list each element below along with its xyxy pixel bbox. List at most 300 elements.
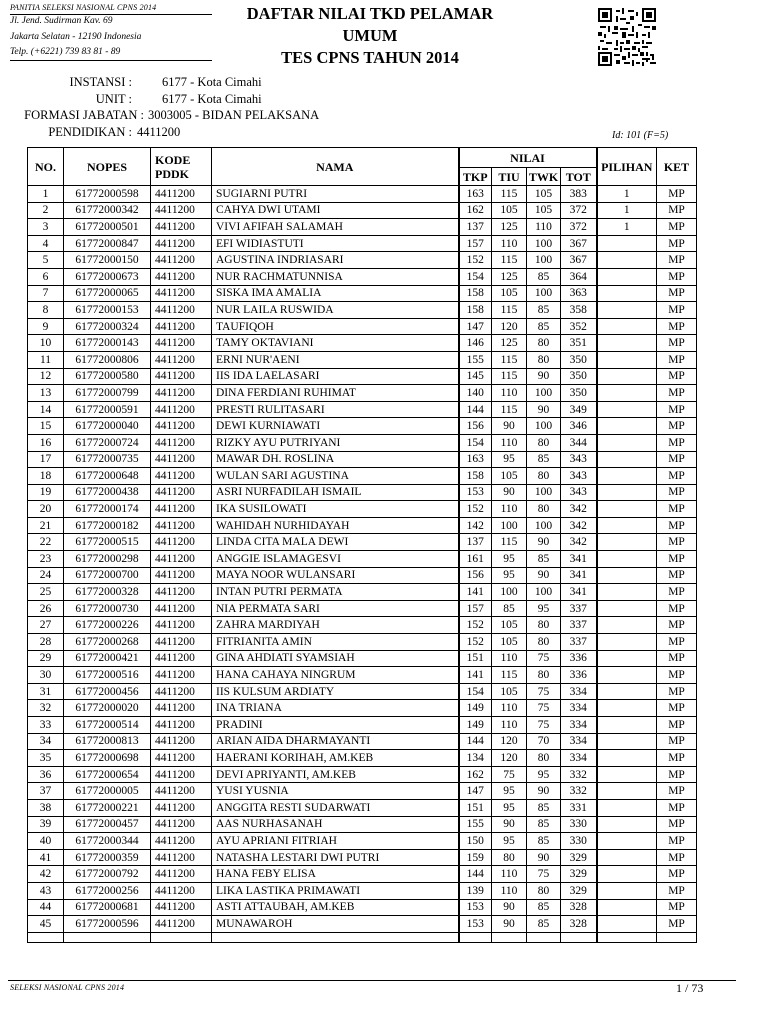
cell-tot: 332 [561,766,597,783]
cell-nama: PRADINI [212,717,459,734]
cell-twk: 90 [527,849,561,866]
cell-tiu: 90 [492,484,527,501]
cell-tiu: 115 [492,351,527,368]
cell-tiu: 115 [492,401,527,418]
cell-twk: 80 [527,335,561,352]
cell-nama: CAHYA DWI UTAMI [212,202,459,219]
table-row [28,916,697,933]
qr-code-icon [598,8,656,66]
cell-twk: 85 [527,551,561,568]
table-row [28,268,697,285]
cell-ket: MP [657,650,697,667]
table-row [28,235,697,252]
cell-tiu: 110 [492,650,527,667]
cell-nopes: 61772000735 [64,451,151,468]
cell-twk: 80 [527,634,561,651]
cell-tiu: 95 [492,551,527,568]
cell-twk: 75 [527,700,561,717]
cell-tkp: 147 [459,783,492,800]
header-rule-bottom [10,60,212,61]
cell-nopes: 61772000457 [64,816,151,833]
cell-twk: 80 [527,434,561,451]
cell-tiu: 100 [492,517,527,534]
cell-tkp: 137 [459,534,492,551]
cell-tiu: 120 [492,750,527,767]
cell-tiu: 80 [492,849,527,866]
cell-kode-pddk: 4411200 [151,318,212,335]
cell-no: 39 [28,816,64,833]
cell-kode-pddk: 4411200 [151,617,212,634]
cell-kode-pddk: 4411200 [151,717,212,734]
table-row [28,816,697,833]
cell-tiu: 110 [492,700,527,717]
cell-kode-pddk: 4411200 [151,434,212,451]
cell-twk: 85 [527,302,561,319]
cell-nopes: 61772000681 [64,899,151,916]
cell-tot: 337 [561,617,597,634]
cell-pilihan [597,866,657,883]
cell-no: 36 [28,766,64,783]
cell-tkp: 142 [459,517,492,534]
cell-tkp: 156 [459,567,492,584]
cell-pilihan [597,418,657,435]
cell-nama: TAUFIQOH [212,318,459,335]
cell-no: 16 [28,434,64,451]
cell-tiu: 110 [492,434,527,451]
table-row [28,219,697,236]
cell-tiu: 105 [492,617,527,634]
cell-nopes: 61772000698 [64,750,151,767]
cell-pilihan [597,351,657,368]
cell-tiu: 105 [492,202,527,219]
cell-nopes: 61772000153 [64,302,151,319]
cell-kode-pddk: 4411200 [151,268,212,285]
cell-kode-pddk: 4411200 [151,551,212,568]
cell-kode-pddk: 4411200 [151,385,212,402]
cell-nopes: 61772000806 [64,351,151,368]
cell-tkp: 157 [459,600,492,617]
cell-nopes: 61772000143 [64,335,151,352]
cell-nama: MAWAR DH. ROSLINA [212,451,459,468]
cell-no: 3 [28,219,64,236]
cell-nopes: 61772000226 [64,617,151,634]
cell-kode-pddk: 4411200 [151,567,212,584]
cell-tot: 341 [561,551,597,568]
cell-tot: 367 [561,252,597,269]
table-row [28,882,697,899]
cell-tkp: 153 [459,916,492,933]
cell-tiu: 100 [492,584,527,601]
cell-no: 18 [28,468,64,485]
cell-no: 8 [28,302,64,319]
cell-pilihan [597,501,657,518]
cell-tot: 364 [561,268,597,285]
cell-no: 29 [28,650,64,667]
cell-tot: 343 [561,484,597,501]
header-pilihan: PILIHAN [597,148,657,186]
cell-kode-pddk: 4411200 [151,783,212,800]
cell-tot: 334 [561,733,597,750]
cell-tkp: 151 [459,650,492,667]
cell-tkp: 141 [459,667,492,684]
cell-twk: 70 [527,733,561,750]
cell-pilihan [597,567,657,584]
cell-kode-pddk: 4411200 [151,600,212,617]
table-row [28,683,697,700]
cell-tot: 330 [561,816,597,833]
cell-tot: 332 [561,783,597,800]
formasi-value: 3003005 - BIDAN PELAKSANA [148,108,320,122]
cell-twk: 105 [527,186,561,203]
cell-no: 22 [28,534,64,551]
table-row [28,833,697,850]
cell-no: 37 [28,783,64,800]
cell-no: 1 [28,186,64,203]
cell-tkp: 154 [459,268,492,285]
cell-twk: 85 [527,899,561,916]
cell-tiu: 110 [492,866,527,883]
cell-nama: HANA FEBY ELISA [212,866,459,883]
cell-twk: 95 [527,766,561,783]
cell-ket: MP [657,302,697,319]
cell-tot: 328 [561,899,597,916]
cell-nopes: 61772000040 [64,418,151,435]
cell-twk: 85 [527,268,561,285]
table-row [28,534,697,551]
cell-tot: 329 [561,849,597,866]
score-table-body [28,186,697,943]
cell-nama: SUGIARNI PUTRI [212,186,459,203]
cell-tkp: 139 [459,882,492,899]
cell-tiu: 125 [492,335,527,352]
cell-no: 35 [28,750,64,767]
cell-nama: HANA CAHAYA NINGRUM [212,667,459,684]
table-row [28,584,697,601]
table-row [28,783,697,800]
cell-twk: 100 [527,517,561,534]
cell-nopes: 61772000580 [64,368,151,385]
cell-pilihan [597,517,657,534]
cell-pilihan [597,750,657,767]
cell-tot: 341 [561,567,597,584]
cell-no: 11 [28,351,64,368]
cell-tkp: 149 [459,700,492,717]
cell-pilihan [597,401,657,418]
cell-pilihan [597,268,657,285]
cell-tiu: 90 [492,816,527,833]
cell-tiu: 120 [492,318,527,335]
cell-tot: 337 [561,600,597,617]
table-row [28,302,697,319]
cell-tot: 334 [561,700,597,717]
cell-nopes: 61772000020 [64,700,151,717]
cell-no: 5 [28,252,64,269]
cell-nopes: 61772000359 [64,849,151,866]
cell-no: 45 [28,916,64,933]
cell-kode-pddk: 4411200 [151,468,212,485]
cell-ket: MP [657,368,697,385]
cell-nama: NUR RACHMATUNNISA [212,268,459,285]
cell-no: 38 [28,799,64,816]
cell-pilihan [597,717,657,734]
cell-tot: 336 [561,667,597,684]
cell-kode-pddk: 4411200 [151,799,212,816]
cell-no: 2 [28,202,64,219]
cell-tiu: 105 [492,285,527,302]
cell-tkp: 149 [459,717,492,734]
table-row [28,700,697,717]
cell-pilihan [597,468,657,485]
cell-twk: 110 [527,219,561,236]
header-nopes: NOPES [64,148,151,186]
cell-tkp: 146 [459,335,492,352]
cell-twk: 85 [527,916,561,933]
cell-tkp: 145 [459,368,492,385]
phone-line: Telp. (+6221) 739 83 81 - 89 [10,47,121,57]
empty-cell [459,932,492,942]
table-row [28,799,697,816]
title-line-2: TES CPNS TAHUN 2014 [281,48,459,67]
cell-pilihan [597,335,657,352]
cell-ket: MP [657,683,697,700]
cell-no: 27 [28,617,64,634]
cell-nopes: 61772000344 [64,833,151,850]
cell-no: 32 [28,700,64,717]
cell-no: 26 [28,600,64,617]
cell-ket: MP [657,351,697,368]
cell-nopes: 61772000342 [64,202,151,219]
cell-tot: 331 [561,799,597,816]
cell-nopes: 61772000730 [64,600,151,617]
cell-nama: ANGGITA RESTI SUDARWATI [212,799,459,816]
cell-pilihan [597,783,657,800]
cell-no: 15 [28,418,64,435]
cell-no: 20 [28,501,64,518]
cell-ket: MP [657,219,697,236]
table-row [28,451,697,468]
cell-kode-pddk: 4411200 [151,202,212,219]
cell-tot: 346 [561,418,597,435]
cell-tot: 350 [561,351,597,368]
cell-tiu: 115 [492,368,527,385]
cell-kode-pddk: 4411200 [151,252,212,269]
cell-nopes: 61772000673 [64,268,151,285]
cell-kode-pddk: 4411200 [151,733,212,750]
cell-tot: 329 [561,866,597,883]
cell-tiu: 105 [492,468,527,485]
cell-nopes: 61772000724 [64,434,151,451]
cell-tkp: 161 [459,551,492,568]
cell-kode-pddk: 4411200 [151,517,212,534]
cell-tot: 372 [561,219,597,236]
cell-tot: 343 [561,451,597,468]
table-row [28,468,697,485]
cell-kode-pddk: 4411200 [151,882,212,899]
cell-kode-pddk: 4411200 [151,401,212,418]
cell-pilihan [597,766,657,783]
cell-tkp: 152 [459,617,492,634]
table-row [28,186,697,203]
cell-pilihan [597,302,657,319]
cell-nopes: 61772000150 [64,252,151,269]
cell-ket: MP [657,766,697,783]
cell-nama: ERNI NUR'AENI [212,351,459,368]
cell-twk: 80 [527,351,561,368]
cell-tkp: 140 [459,385,492,402]
cell-pilihan [597,584,657,601]
cell-kode-pddk: 4411200 [151,368,212,385]
cell-ket: MP [657,551,697,568]
table-row [28,202,697,219]
cell-ket: MP [657,451,697,468]
cell-pilihan [597,833,657,850]
cell-twk: 100 [527,584,561,601]
cell-twk: 80 [527,501,561,518]
cell-tiu: 95 [492,451,527,468]
cell-tot: 363 [561,285,597,302]
cell-nopes: 61772000438 [64,484,151,501]
cell-no: 33 [28,717,64,734]
organization-header [10,2,215,61]
table-row [28,667,697,684]
cell-pilihan [597,799,657,816]
cell-nama: LIKA LASTIKA PRIMAWATI [212,882,459,899]
cell-no: 42 [28,866,64,883]
cell-tot: 330 [561,833,597,850]
cell-pilihan [597,733,657,750]
cell-ket: MP [657,252,697,269]
cell-tkp: 163 [459,451,492,468]
cell-no: 34 [28,733,64,750]
cell-kode-pddk: 4411200 [151,335,212,352]
cell-pilihan [597,667,657,684]
cell-tkp: 150 [459,833,492,850]
cell-no: 6 [28,268,64,285]
cell-nama: HAERANI KORIHAH, AM.KEB [212,750,459,767]
table-row [28,899,697,916]
cell-ket: MP [657,385,697,402]
cell-tot: 334 [561,717,597,734]
cell-no: 7 [28,285,64,302]
cell-twk: 90 [527,401,561,418]
cell-ket: MP [657,617,697,634]
cell-tkp: 154 [459,434,492,451]
cell-tkp: 137 [459,219,492,236]
cell-kode-pddk: 4411200 [151,866,212,883]
cell-ket: MP [657,418,697,435]
cell-pilihan [597,235,657,252]
cell-tiu: 115 [492,186,527,203]
cell-ket: MP [657,899,697,916]
cell-nama: ANGGIE ISLAMAGESVI [212,551,459,568]
header-tiu: TIU [492,168,527,186]
cell-kode-pddk: 4411200 [151,451,212,468]
cell-nama: ZAHRA MARDIYAH [212,617,459,634]
cell-nama: AGUSTINA INDRIASARI [212,252,459,269]
cell-tkp: 144 [459,866,492,883]
cell-nopes: 61772000598 [64,186,151,203]
cell-pilihan [597,634,657,651]
cell-nama: VIVI AFIFAH SALAMAH [212,219,459,236]
cell-tiu: 75 [492,766,527,783]
cell-pilihan [597,434,657,451]
cell-pilihan [597,617,657,634]
cell-twk: 100 [527,235,561,252]
cell-tkp: 156 [459,418,492,435]
cell-tkp: 141 [459,584,492,601]
table-row [28,600,697,617]
cell-twk: 90 [527,368,561,385]
cell-tot: 342 [561,517,597,534]
cell-nama: FITRIANITA AMIN [212,634,459,651]
table-row [28,634,697,651]
table-row [28,368,697,385]
cell-no: 10 [28,335,64,352]
cell-twk: 100 [527,385,561,402]
cell-ket: MP [657,833,697,850]
cell-tiu: 110 [492,501,527,518]
cell-pilihan [597,252,657,269]
cell-tot: 344 [561,434,597,451]
table-row [28,750,697,767]
table-row [28,318,697,335]
cell-tiu: 115 [492,534,527,551]
cell-tiu: 115 [492,667,527,684]
cell-tkp: 134 [459,750,492,767]
cell-tkp: 158 [459,468,492,485]
cell-tiu: 125 [492,268,527,285]
cell-no: 31 [28,683,64,700]
cell-nopes: 61772000591 [64,401,151,418]
cell-nama: YUSI YUSNIA [212,783,459,800]
table-row [28,401,697,418]
cell-twk: 85 [527,451,561,468]
document-id: Id: 101 (F=5) [612,130,669,141]
table-row [28,434,697,451]
cell-ket: MP [657,434,697,451]
cell-tot: 342 [561,501,597,518]
cell-tot: 341 [561,584,597,601]
header-kode-pddk: KODE PDDK [151,148,212,186]
cell-no: 19 [28,484,64,501]
cell-nama: ARIAN AIDA DHARMAYANTI [212,733,459,750]
cell-pilihan [597,551,657,568]
cell-tkp: 152 [459,634,492,651]
cell-ket: MP [657,700,697,717]
table-row [28,351,697,368]
cell-tkp: 157 [459,235,492,252]
cell-ket: MP [657,567,697,584]
cell-ket: MP [657,186,697,203]
cell-nama: PRESTI RULITASARI [212,401,459,418]
cell-no: 24 [28,567,64,584]
cell-no: 9 [28,318,64,335]
cell-no: 43 [28,882,64,899]
cell-ket: MP [657,916,697,933]
cell-nama: DINA FERDIANI RUHIMAT [212,385,459,402]
cell-tkp: 163 [459,186,492,203]
cell-nama: MAYA NOOR WULANSARI [212,567,459,584]
cell-tiu: 95 [492,799,527,816]
cell-twk: 90 [527,783,561,800]
score-table [27,147,697,943]
empty-cell [561,932,597,942]
cell-nopes: 61772000654 [64,766,151,783]
cell-tkp: 144 [459,733,492,750]
cell-pilihan [597,683,657,700]
cell-ket: MP [657,584,697,601]
table-row [28,385,697,402]
